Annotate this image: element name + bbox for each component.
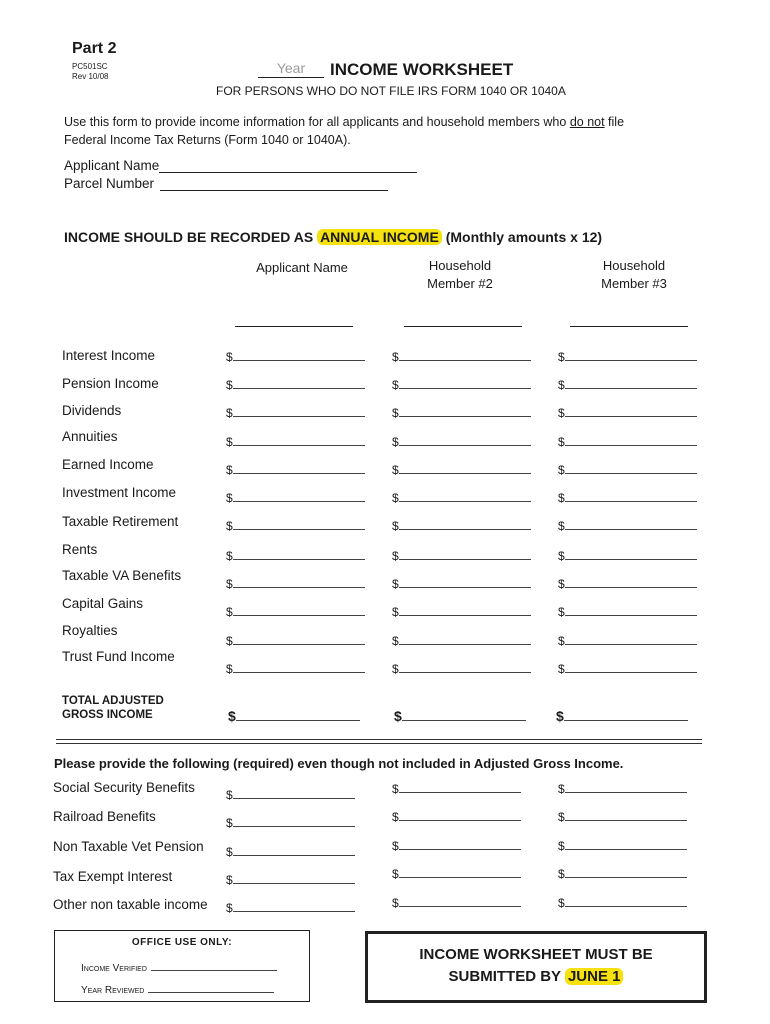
annual-income-highlight: ANNUAL INCOME bbox=[317, 229, 442, 245]
income-amount-field-col1[interactable] bbox=[226, 348, 365, 364]
amount-line bbox=[399, 603, 531, 616]
amount-line bbox=[233, 871, 355, 884]
amount-line bbox=[564, 708, 688, 721]
currency-symbol: $ bbox=[226, 378, 233, 392]
applicant-name-row bbox=[64, 158, 417, 173]
instructions-line2: Federal Income Tax Returns (Form 1040 or 1040A). bbox=[64, 133, 351, 147]
income-amount-field-col1[interactable] bbox=[226, 461, 365, 477]
currency-symbol: $ bbox=[392, 519, 399, 533]
income-amount-field-col2[interactable] bbox=[392, 489, 531, 505]
income-row-label: Rents bbox=[62, 542, 98, 557]
currency-symbol: $ bbox=[394, 708, 402, 724]
amount-line bbox=[565, 348, 697, 361]
amount-line bbox=[236, 708, 360, 721]
currency-symbol: $ bbox=[392, 577, 399, 591]
currency-symbol: $ bbox=[226, 634, 233, 648]
currency-symbol: $ bbox=[226, 605, 233, 619]
amount-line bbox=[233, 433, 365, 446]
form-number: PC501SC bbox=[72, 62, 108, 71]
income-verified-row bbox=[81, 960, 277, 974]
column-member3-line1: Household bbox=[602, 258, 666, 273]
income-amount-field-col3[interactable] bbox=[558, 575, 697, 591]
required-amount-field-col3[interactable] bbox=[558, 865, 687, 881]
currency-symbol: $ bbox=[226, 519, 233, 533]
required-amount-field-col2[interactable] bbox=[392, 837, 521, 853]
income-row-label: Taxable VA Benefits bbox=[62, 568, 182, 583]
deadline-date-highlight: JUNE 1 bbox=[565, 968, 624, 985]
income-amount-field-col3[interactable] bbox=[558, 660, 697, 676]
amount-line bbox=[565, 376, 697, 389]
income-amount-field-col2[interactable] bbox=[392, 517, 531, 533]
column-name-line-member2[interactable] bbox=[404, 326, 522, 327]
column-member2-line1: Household bbox=[428, 258, 492, 273]
deadline-notice bbox=[365, 931, 707, 1003]
amount-line bbox=[565, 632, 697, 645]
amount-line bbox=[565, 780, 687, 793]
instructions-text: Use this form to provide income information for all applicants and household members who bbox=[64, 115, 570, 129]
currency-symbol: $ bbox=[226, 350, 233, 364]
required-row-label: Non Taxable Vet Pension bbox=[53, 839, 204, 854]
required-amount-field-col1[interactable] bbox=[226, 843, 355, 859]
income-amount-field-col1[interactable] bbox=[226, 603, 365, 619]
required-amount-field-col2[interactable] bbox=[392, 780, 521, 796]
form-revision: Rev 10/08 bbox=[72, 72, 109, 81]
income-row-label: Pension Income bbox=[62, 376, 159, 391]
amount-line bbox=[399, 461, 531, 474]
currency-symbol: $ bbox=[558, 435, 565, 449]
currency-symbol: $ bbox=[392, 782, 399, 796]
income-amount-field-col1[interactable] bbox=[226, 547, 365, 563]
total-amount-field-col1[interactable] bbox=[228, 708, 360, 724]
office-use-title: OFFICE USE ONLY: bbox=[131, 937, 233, 948]
total-label-line1: TOTAL ADJUSTED bbox=[62, 695, 164, 707]
amount-line bbox=[399, 575, 531, 588]
income-amount-field-col2[interactable] bbox=[392, 632, 531, 648]
currency-symbol: $ bbox=[392, 810, 399, 824]
required-amount-field-col3[interactable] bbox=[558, 808, 687, 824]
notice-line2: SUBMITTED BY bbox=[448, 968, 565, 985]
section-divider-double bbox=[56, 743, 702, 744]
currency-symbol: $ bbox=[558, 463, 565, 477]
currency-symbol: $ bbox=[226, 901, 233, 915]
page-title: INCOME WORKSHEET bbox=[330, 60, 514, 79]
amount-line bbox=[565, 894, 687, 907]
currency-symbol: $ bbox=[558, 577, 565, 591]
required-amount-field-col2[interactable] bbox=[392, 865, 521, 881]
required-amount-field-col3[interactable] bbox=[558, 894, 687, 910]
amount-line bbox=[565, 808, 687, 821]
required-row-label: Tax Exempt Interest bbox=[53, 869, 173, 884]
income-amount-field-col1[interactable] bbox=[226, 575, 365, 591]
year-reviewed-row bbox=[81, 982, 274, 996]
office-use-box bbox=[54, 930, 310, 1002]
year-field[interactable] bbox=[258, 58, 324, 78]
currency-symbol: $ bbox=[392, 463, 399, 477]
income-row-label: Royalties bbox=[62, 623, 118, 638]
income-amount-field-col3[interactable] bbox=[558, 489, 697, 505]
income-amount-field-col3[interactable] bbox=[558, 632, 697, 648]
amount-line bbox=[399, 865, 521, 878]
currency-symbol: $ bbox=[558, 634, 565, 648]
currency-symbol: $ bbox=[558, 491, 565, 505]
income-amount-field-col1[interactable] bbox=[226, 404, 365, 420]
year-reviewed-field[interactable] bbox=[148, 982, 274, 993]
parcel-number-field[interactable] bbox=[160, 176, 388, 191]
currency-symbol: $ bbox=[226, 845, 233, 859]
amount-line bbox=[399, 660, 531, 673]
income-amount-field-col3[interactable] bbox=[558, 348, 697, 364]
currency-symbol: $ bbox=[392, 605, 399, 619]
amount-line bbox=[399, 404, 531, 417]
currency-symbol: $ bbox=[226, 816, 233, 830]
notice-line1: INCOME WORKSHEET MUST BE bbox=[419, 946, 653, 963]
income-amount-field-col1[interactable] bbox=[226, 433, 365, 449]
amount-line bbox=[399, 489, 531, 502]
currency-symbol: $ bbox=[392, 549, 399, 563]
currency-symbol: $ bbox=[558, 406, 565, 420]
amount-line bbox=[233, 603, 365, 616]
amount-line bbox=[233, 489, 365, 502]
part-label: Part 2 bbox=[72, 40, 117, 57]
income-amount-field-col3[interactable] bbox=[558, 376, 697, 392]
amount-line bbox=[233, 404, 365, 417]
currency-symbol: $ bbox=[226, 491, 233, 505]
amount-line bbox=[565, 489, 697, 502]
currency-symbol: $ bbox=[556, 708, 564, 724]
amount-line bbox=[233, 660, 365, 673]
income-verified-label: Income Verified bbox=[81, 963, 147, 974]
amount-line bbox=[399, 894, 521, 907]
amount-line bbox=[399, 517, 531, 530]
instructions-emphasis: do not bbox=[569, 115, 605, 129]
income-amount-field-col2[interactable] bbox=[392, 547, 531, 563]
amount-line bbox=[565, 433, 697, 446]
income-amount-field-col1[interactable] bbox=[226, 660, 365, 676]
income-row-label: Capital Gains bbox=[62, 596, 144, 611]
section-divider bbox=[56, 739, 702, 740]
column-header-member3 bbox=[572, 257, 696, 293]
currency-symbol: $ bbox=[392, 378, 399, 392]
applicant-name-label: Applicant Name bbox=[64, 158, 160, 173]
currency-symbol: $ bbox=[226, 435, 233, 449]
required-amount-field-col1[interactable] bbox=[226, 814, 355, 830]
amount-line bbox=[402, 708, 526, 721]
amount-line bbox=[233, 843, 355, 856]
currency-symbol: $ bbox=[392, 406, 399, 420]
parcel-number-label: Parcel Number bbox=[64, 176, 155, 191]
income-amount-field-col3[interactable] bbox=[558, 517, 697, 533]
required-amount-field-col3[interactable] bbox=[558, 837, 687, 853]
amount-line bbox=[565, 461, 697, 474]
year-reviewed-label: Year Reviewed bbox=[81, 985, 145, 996]
currency-symbol: $ bbox=[226, 662, 233, 676]
income-amount-field-col2[interactable] bbox=[392, 348, 531, 364]
amount-line bbox=[233, 786, 355, 799]
required-amount-field-col1[interactable] bbox=[226, 899, 355, 915]
currency-symbol: $ bbox=[558, 867, 565, 881]
amount-line bbox=[565, 517, 697, 530]
income-heading bbox=[64, 229, 602, 245]
income-row-label: Dividends bbox=[62, 403, 122, 418]
income-heading-note: (Monthly amounts x 12) bbox=[441, 229, 603, 245]
income-amount-field-col3[interactable] bbox=[558, 603, 697, 619]
year-placeholder: Year bbox=[276, 60, 306, 76]
currency-symbol: $ bbox=[392, 435, 399, 449]
parcel-number-row bbox=[64, 176, 388, 191]
amount-line bbox=[399, 433, 531, 446]
amount-line bbox=[565, 575, 697, 588]
income-amount-field-col2[interactable] bbox=[392, 461, 531, 477]
currency-symbol: $ bbox=[558, 782, 565, 796]
instructions bbox=[64, 113, 624, 149]
income-row-label: Earned Income bbox=[62, 457, 154, 472]
income-amount-field-col2[interactable] bbox=[392, 376, 531, 392]
page-subtitle: FOR PERSONS WHO DO NOT FILE IRS FORM 1040 OR 1040A bbox=[216, 84, 566, 98]
currency-symbol: $ bbox=[226, 873, 233, 887]
amount-line bbox=[233, 461, 365, 474]
amount-line bbox=[233, 547, 365, 560]
column-header-applicant bbox=[234, 259, 370, 277]
income-amount-field-col3[interactable] bbox=[558, 461, 697, 477]
amount-line bbox=[399, 348, 531, 361]
amount-line bbox=[233, 899, 355, 912]
amount-line bbox=[565, 660, 697, 673]
amount-line bbox=[233, 632, 365, 645]
currency-symbol: $ bbox=[392, 634, 399, 648]
income-heading-text: INCOME SHOULD BE RECORDED AS bbox=[64, 229, 318, 245]
total-amount-field-col2[interactable] bbox=[394, 708, 526, 724]
column-member3-line2: Member #3 bbox=[601, 276, 667, 291]
amount-line bbox=[399, 632, 531, 645]
currency-symbol: $ bbox=[392, 839, 399, 853]
amount-line bbox=[399, 376, 531, 389]
instructions-text-end: file bbox=[604, 115, 625, 129]
column-header-member2 bbox=[398, 257, 522, 293]
amount-line bbox=[233, 575, 365, 588]
amount-line bbox=[565, 404, 697, 417]
currency-symbol: $ bbox=[226, 406, 233, 420]
amount-line bbox=[565, 865, 687, 878]
currency-symbol: $ bbox=[392, 662, 399, 676]
income-amount-field-col2[interactable] bbox=[392, 433, 531, 449]
amount-line bbox=[399, 780, 521, 793]
amount-line bbox=[565, 547, 697, 560]
currency-symbol: $ bbox=[228, 708, 236, 724]
required-row-label: Social Security Benefits bbox=[53, 780, 195, 795]
required-row-label: Other non taxable income bbox=[53, 897, 208, 912]
currency-symbol: $ bbox=[558, 378, 565, 392]
currency-symbol: $ bbox=[226, 577, 233, 591]
income-amount-field-col1[interactable] bbox=[226, 489, 365, 505]
amount-line bbox=[233, 517, 365, 530]
income-amount-field-col2[interactable] bbox=[392, 660, 531, 676]
income-amount-field-col3[interactable] bbox=[558, 433, 697, 449]
currency-symbol: $ bbox=[558, 519, 565, 533]
currency-symbol: $ bbox=[558, 605, 565, 619]
column-member2-line2: Member #2 bbox=[427, 276, 493, 291]
currency-symbol: $ bbox=[392, 350, 399, 364]
income-row-label: Interest Income bbox=[62, 348, 156, 363]
amount-line bbox=[233, 376, 365, 389]
income-amount-field-col1[interactable] bbox=[226, 632, 365, 648]
currency-symbol: $ bbox=[392, 896, 399, 910]
currency-symbol: $ bbox=[558, 662, 565, 676]
income-amount-field-col1[interactable] bbox=[226, 517, 365, 533]
required-amount-field-col2[interactable] bbox=[392, 808, 521, 824]
total-agi-label bbox=[62, 694, 164, 722]
income-amount-field-col3[interactable] bbox=[558, 547, 697, 563]
income-amount-field-col1[interactable] bbox=[226, 376, 365, 392]
total-label-line2: GROSS INCOME bbox=[62, 709, 153, 721]
currency-symbol: $ bbox=[226, 788, 233, 802]
currency-symbol: $ bbox=[558, 549, 565, 563]
currency-symbol: $ bbox=[558, 810, 565, 824]
income-verified-field[interactable] bbox=[151, 960, 277, 971]
required-row-label: Railroad Benefits bbox=[53, 809, 156, 824]
income-amount-field-col2[interactable] bbox=[392, 404, 531, 420]
required-amount-field-col3[interactable] bbox=[558, 780, 687, 796]
column-name-line-member3[interactable] bbox=[570, 326, 688, 327]
required-amount-field-col2[interactable] bbox=[392, 894, 521, 910]
income-row-label: Investment Income bbox=[62, 485, 177, 500]
income-amount-field-col3[interactable] bbox=[558, 404, 697, 420]
amount-line bbox=[399, 837, 521, 850]
currency-symbol: $ bbox=[392, 491, 399, 505]
form-number-block bbox=[72, 62, 108, 82]
income-row-label: Trust Fund Income bbox=[62, 649, 175, 664]
currency-symbol: $ bbox=[226, 463, 233, 477]
column-applicant-label: Applicant Name bbox=[256, 260, 348, 275]
currency-symbol: $ bbox=[392, 867, 399, 881]
total-amount-field-col3[interactable] bbox=[556, 708, 688, 724]
required-amount-field-col1[interactable] bbox=[226, 871, 355, 887]
currency-symbol: $ bbox=[558, 839, 565, 853]
income-amount-field-col2[interactable] bbox=[392, 575, 531, 591]
required-heading: Please provide the following (required) even though not included in Adjusted Gross Income. bbox=[54, 756, 624, 771]
income-amount-field-col2[interactable] bbox=[392, 603, 531, 619]
applicant-name-field[interactable] bbox=[159, 158, 417, 173]
deadline-notice-text bbox=[368, 944, 704, 988]
column-name-line-applicant[interactable] bbox=[235, 326, 353, 327]
currency-symbol: $ bbox=[558, 896, 565, 910]
amount-line bbox=[399, 808, 521, 821]
amount-line bbox=[233, 348, 365, 361]
income-row-label: Annuities bbox=[62, 429, 118, 444]
currency-symbol: $ bbox=[558, 350, 565, 364]
currency-symbol: $ bbox=[226, 549, 233, 563]
amount-line bbox=[565, 603, 697, 616]
amount-line bbox=[399, 547, 531, 560]
amount-line bbox=[565, 837, 687, 850]
income-row-label: Taxable Retirement bbox=[62, 514, 179, 529]
required-amount-field-col1[interactable] bbox=[226, 786, 355, 802]
amount-line bbox=[233, 814, 355, 827]
